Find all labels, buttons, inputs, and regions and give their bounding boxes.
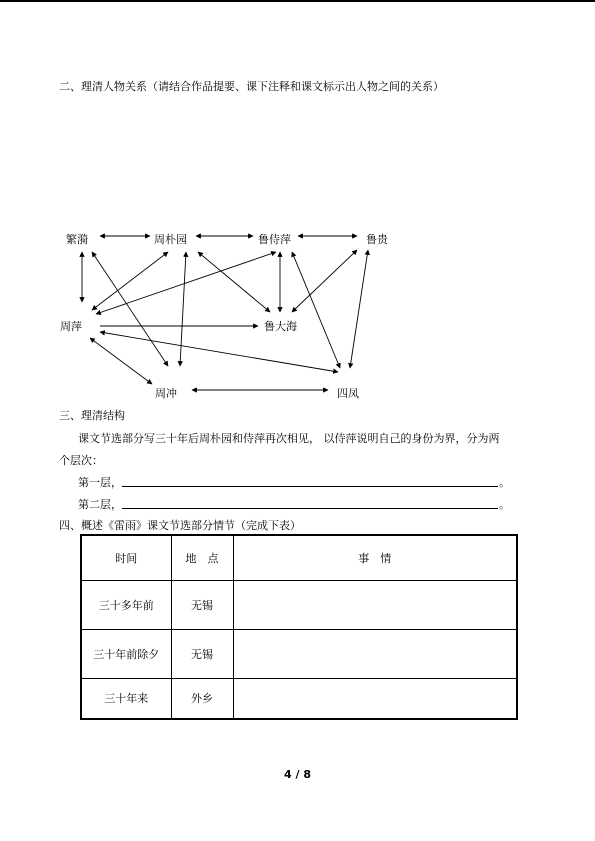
row3-time: 三十年来 (81, 678, 171, 719)
node-ludahai: 鲁大海 (264, 320, 297, 333)
layer2-end-mark: 。 (499, 498, 510, 511)
node-zhouchong: 周冲 (155, 387, 177, 400)
table-header-row (81, 535, 517, 580)
table-row (81, 629, 517, 678)
node-fanyi: 繁漪 (66, 233, 88, 246)
events-table (80, 534, 518, 720)
layer1-end-mark: 。 (499, 476, 510, 489)
arrow-lushiping-sifeng (292, 252, 340, 368)
row2-place: 无锡 (171, 629, 233, 678)
page-number: 4 / 8 (284, 768, 311, 781)
arrow-zhoupuyuan-ludahai (198, 252, 270, 312)
arrow-lugui-ludahai (292, 250, 357, 312)
row2-event-cell[interactable] (233, 629, 517, 678)
row1-place: 无锡 (171, 580, 233, 629)
layer2-answer-line[interactable] (122, 508, 498, 509)
arrow-zhouping-zhouchong (90, 338, 152, 384)
table-row (81, 678, 517, 719)
node-zhoupuyuan: 周朴园 (154, 233, 187, 246)
arrow-zhoupuyuan-zhouping (92, 252, 168, 310)
section4-heading: 四、概述《雷雨》课文节选部分情节（完成下表） (59, 519, 301, 532)
header-event: 事 情 (233, 535, 517, 580)
layer1-label: 第一层， (78, 476, 122, 489)
layer1-answer-line[interactable] (122, 486, 498, 487)
arrow-zhouping-sifeng (100, 332, 338, 372)
header-time: 时间 (81, 535, 171, 580)
row2-time: 三十年前除夕 (81, 629, 171, 678)
node-lushiping: 鲁侍萍 (258, 233, 291, 246)
row3-place: 外乡 (171, 678, 233, 719)
table-row (81, 580, 517, 629)
section2-heading: 二、理清人物关系（请结合作品提要、课下注释和课文标示出人物之间的关系） (59, 80, 444, 93)
arrow-lushiping-zhouping (96, 252, 276, 314)
node-sifeng: 四凤 (337, 387, 359, 400)
arrow-fanyi-zhouchong (92, 252, 168, 366)
section3-heading: 三、理清结构 (59, 409, 125, 422)
header-place: 地 点 (171, 535, 233, 580)
arrow-zhoupuyuan-zhouchong (180, 252, 186, 366)
node-zhouping: 周萍 (60, 320, 82, 333)
layer2-label: 第二层， (78, 498, 122, 511)
row1-time: 三十多年前 (81, 580, 171, 629)
section3-paragraph-line1: 课文节选部分写三十年后周朴园和侍萍再次相见， 以侍萍说明自己的身份为界，分为两 (78, 432, 500, 445)
arrow-lugui-sifeng (350, 250, 368, 368)
row1-event-cell[interactable] (233, 580, 517, 629)
section3-paragraph-line2: 个层次： (59, 454, 103, 467)
row3-event-cell[interactable] (233, 678, 517, 719)
node-lugui: 鲁贵 (366, 233, 388, 246)
